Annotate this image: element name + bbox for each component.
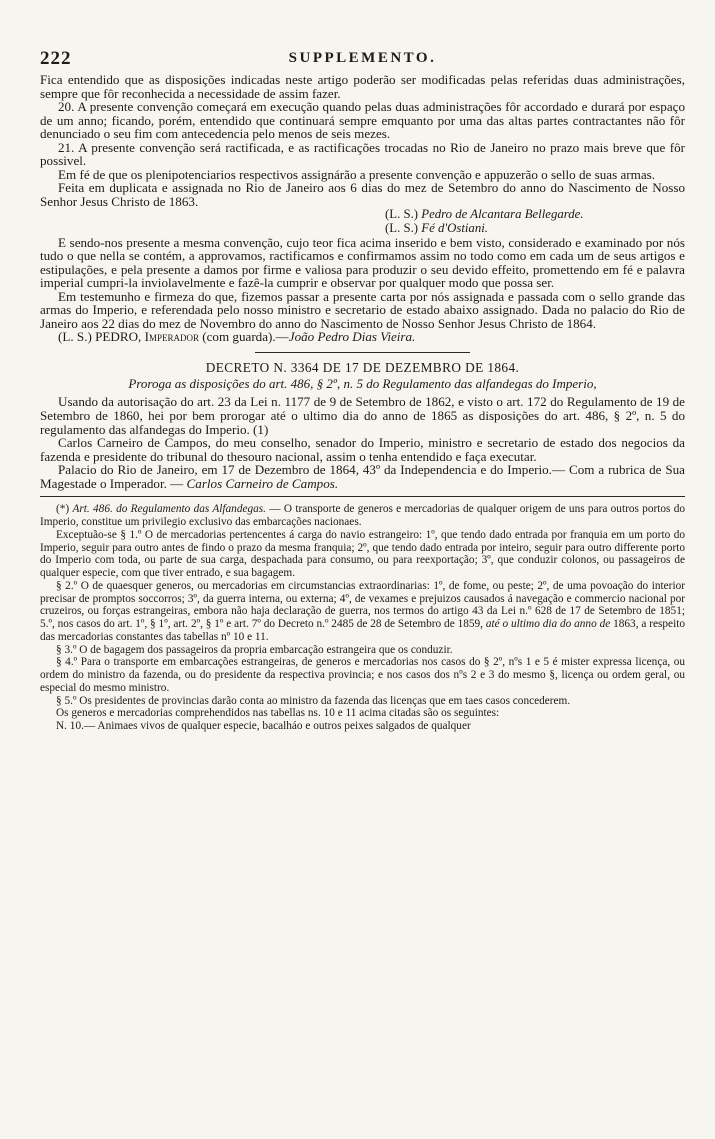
convention-paragraph: Feita em duplicata e assignada no Rio de Janeiro aos 6 dias do mez de Setembro do anno do Nascimento de Nosso Senhor Jesus Christo de 1863.	[40, 180, 685, 209]
footnote-marker: (*)	[56, 503, 70, 516]
footnote-intro-text: — O transporte de generos e mercadorias de qualquer origem de uns para outros portos do Imperio, constitue um privilegio exclusivo das embarcações nacionaes.	[40, 503, 685, 529]
footnote-section: Exceptuão-se § 1.º O de mercadorias pertencentes á carga do navio estrangeiro: 1º, que tendo dado entrada por franquia em um porto do Imperio, seguir para outro antes de findo o prazo da mesma franquia; 2º, que tendo dado entrada por inteiro, seguir para outro differente porto do Imperio com toda, ou parte de sua carga, despachada para consumo, ou para reexportação; 3º, que conduzir colonos, ou passageiros de qualquer especie, com que tiver entrado, e sua bagagem.	[40, 528, 685, 580]
convention-article-21: 21. A presente convenção será ractificada, e as ractificações trocadas no Rio de Janeiro no prazo mais breve que fôr possivel.	[40, 139, 685, 169]
running-head	[40, 48, 685, 70]
footnote-section-text: § 2.º O de quaesquer generos, ou mercadorias em circumstancias extraordinarias: 1º, de fome, ou peste; 2º, de uma povoação do interior precisar de promptos soccorros; 3º, da guerra interna, ou externa; 4º, de vexames e prejuizos causados á navegação e commercio nacional por cruzeiros, ou forças estrangeiras, embora não haja declaração de guerra, nos termos do artigo 43 da Lei n.º 628 de 17 de Setembro de 1851; 5.º, nos casos do art. 1º, § 1º, art. 2º, § 1º e art. 7º do Decreto n.º 2485 de 28 de Setembro de 1859,	[40, 579, 685, 631]
seal-mark: (L. S.)	[385, 221, 419, 236]
convention-paragraph: Em fé de que os plenipotenciarios respectivos assignárão a presente convenção e appuzerão o sello de suas armas.	[58, 166, 655, 182]
footnote-section: § 3.º O de bagagem dos passageiros da propria embarcação estrangeira que os conduzir.	[56, 643, 453, 656]
decree-paragraph	[40, 463, 685, 490]
running-title: SUPPLEMENTO.	[288, 50, 437, 66]
footnote-section-italic: até o ultimo dia do anno de	[485, 618, 611, 631]
footnote-section: Os generos e mercadorias comprehendidos nas tabellas ns. 10 e 11 acima citadas são os seguintes:	[56, 707, 500, 720]
footnote-section-text: 1863, a respeito das mercadorias constantes das tabellas nº 10 e 11.	[40, 618, 685, 643]
footnote-section: § 4.º Para o transporte em embarcações estrangeiras, de generos e mercadorias nos casos do § 2º, nºs 1 e 5 é mister expressa licença, ou ordem do ministro da fazenda, ou do presidente da respectiva provincia; e nos casos dos nºs 2 e 3 do mesmo §, licença ou ordem geral, ou especial do mesmo ministro.	[40, 656, 685, 694]
footnote-title: Art. 486. do Regulamento das Alfandegas.	[72, 503, 266, 516]
seal-mark: (L. S.)	[385, 207, 419, 222]
convention-paragraph: Fica entendido que as disposições indicadas neste artigo poderão ser modificadas pelas referidas duas administrações, sempre que fôr reconhecida a necessidade de assim fazer.	[40, 72, 685, 101]
decree-signature: Carlos Carneiro de Campos.	[186, 475, 339, 491]
footnote	[40, 503, 685, 733]
decree-paragraph: Carlos Carneiro de Campos, do meu conselho, senador do Imperio, ministro e secretario de estado dos negocios da fazenda e presidente do tribunal do thesouro nacional, assim o tenha entendido e faça executar.	[40, 435, 685, 464]
closing-signature	[40, 330, 685, 344]
section-divider	[255, 352, 470, 353]
body-text	[40, 73, 685, 733]
ratification-paragraph: Em testemunho e firmeza do que, fizemos passar a presente carta por nós assignada e passada com o sello grande das armas do Imperio, e referendada pelo nosso ministro e secretario de estado abaixo assignado. Dada no palacio do Rio de Janeiro aos 22 dias do mez de Novembro do anno do Nascimento de Nosso Senhor Jesus Christo de 1864.	[40, 288, 685, 331]
signatory-name: Fé d'Ostiani.	[421, 221, 488, 236]
footnote-section: § 5.º Os presidentes de provincias darão conta ao ministro da fazenda das licenças que em taes casos concederem.	[56, 694, 571, 707]
signatory-name: Pedro de Alcantara Bellegarde.	[421, 207, 584, 222]
page-number: 222	[40, 48, 72, 69]
closing-imperador: Imperador	[144, 329, 199, 345]
closing-minister: João Pedro Dias Vieira.	[288, 329, 416, 345]
ratification-paragraph: E sendo-nos presente a mesma convenção, cujo teor fica acima inserido e bem visto, considerado e examinado por nós tudo o que nella se contém, a approvamos, ractificamos e confirmamos assim no todo como em cada um de seus artigos e estipulações, e pela presente a damos por firme e valiosa para produzir o seu devido effeito, promettendo em fé e palavra imperial cumpri-la inviolavelmente e fazê-la cumprir e observar por qualquer modo que possa ser.	[40, 234, 685, 291]
decree-subtitle: Proroga as disposições do art. 486, § 2º, n. 5 do Regulamento das alfandegas do Imperio,	[128, 376, 597, 392]
decree-paragraph: Usando da autorisação do art. 23 da Lei n. 1177 de 9 de Setembro de 1862, e visto o art. 172 do Regulamento de 19 de Setembro de 1860, hei por bem prorogar até o ultimo dia do anno de 1865 as disposições do art. 486, § 2º, n. 5 do regulamento das alfandegas do Imperio. (1)	[40, 394, 685, 437]
footnote-divider	[40, 496, 685, 497]
closing-prefix: (L. S.) PEDRO,	[58, 329, 142, 345]
signature-line	[40, 222, 685, 236]
closing-mid: (com guarda).—	[202, 329, 289, 345]
decree-dateline: Palacio do Rio de Janeiro, em 17 de Dezembro de 1864, 43º da Independencia e do Imperio.— Com a rubrica de Sua Magestade o Imperador. —	[40, 462, 685, 491]
footnote-intro	[40, 503, 685, 529]
convention-article-20: 20. A presente convenção começará em execução quando pelas duas administrações fôr accordado e durará por espaço de um anno; ficando, porém, entendido que continuará sempre emquanto por uma das altas partes contractantes não fôr denunciado o seu fim com antecedencia pelo menos de seis mezes.	[40, 99, 685, 142]
footnote-section: N. 10.— Animaes vivos de qualquer especie, bacalháo e outros peixes salgados de qualquer	[56, 720, 471, 733]
signature-line	[40, 208, 685, 222]
footnote-section	[40, 580, 685, 644]
decree-title: DECRETO N. 3364 DE 17 DE DEZEMBRO DE 1864.	[205, 359, 520, 375]
